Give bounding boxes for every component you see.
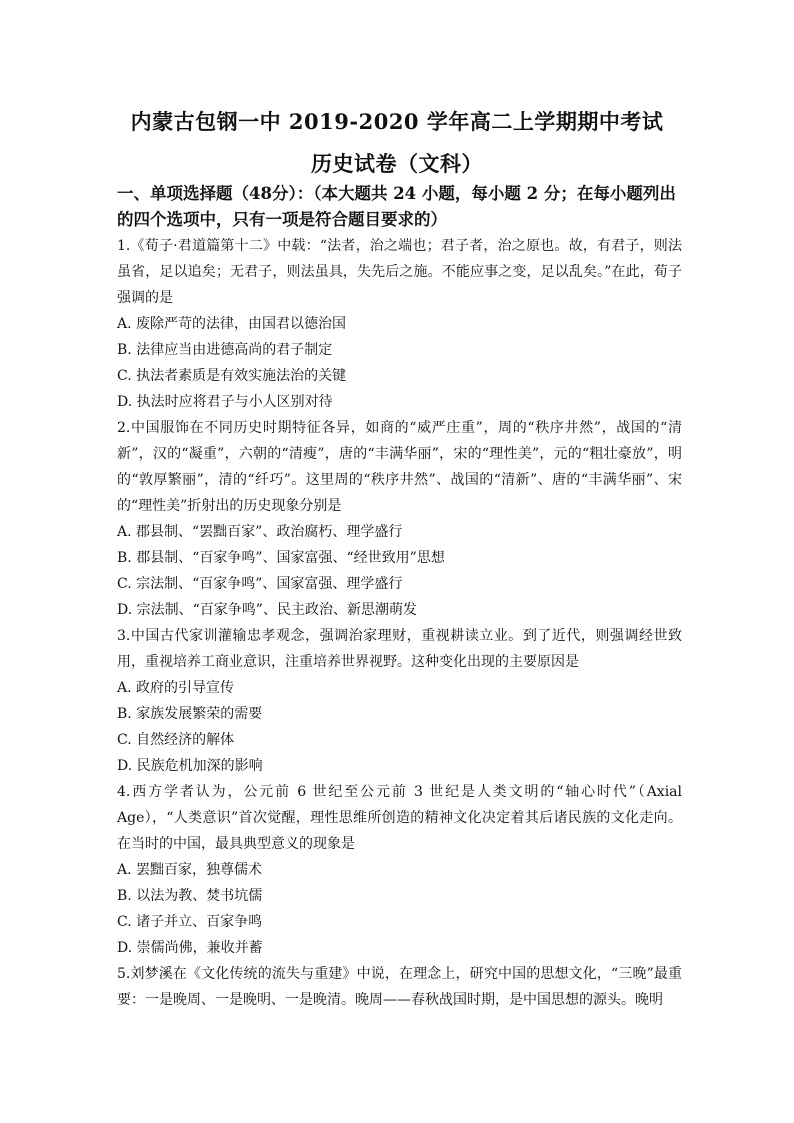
question-5-stem: 5.刘梦溪在《文化传统的流失与重建》中说，在理念上，研究中国的思想文化，“三晚”最重要：一是晚周、一是晚明、一是晚清。晚周——春秋战国时期，是中国思想的源头。晚明 [117,966,682,1008]
question-4-option-b: B. 以法为教、焚书坑儒 [117,888,263,904]
question-list [117,233,682,1013]
section-heading: 一、单项选择题（48分）：（本大题共 24 小题，每小题 2 分；在每小题列出的四个选项中，只有一项是符合题目要求的） [117,184,676,229]
question-3-option-a: A. 政府的引导宣传 [117,680,235,696]
question-2-option-b: B. 郡县制、“百家争鸣”、国家富强、“经世致用”思想 [117,550,445,566]
question-3-option-c: C. 自然经济的解体 [117,732,235,748]
question-1-option-c: C. 执法者素质是有效实施法治的关键 [117,368,347,384]
question-2-stem: 2.中国服饰在不同历史时期特征各异，如商的“威严庄重”，周的“秩序井然”，战国的“清新”，汉的“凝重”，六朝的“清瘦”，唐的“丰满华丽”，宋的“理性美”，元的“粗壮豪放”，明的“敦厚繁丽”，清的“纤巧”。这里周的“秩序井然”、战国的“清新”、唐的“丰满华丽”、宋的“理性美”折射出的历史现象分别是 [117,420,682,514]
question-3-stem: 3.中国古代家训灌输忠孝观念，强调治家理财，重视耕读立业。到了近代，则强调经世致用，重视培养工商业意识，注重培养世界视野。这种变化出现的主要原因是 [117,628,682,670]
question-2-option-c: C. 宗法制、“百家争鸣”、国家富强、理学盛行 [117,576,403,592]
question-1-option-d: D. 执法时应将君子与小人区别对待 [117,394,333,410]
question-4-stem: 4.西方学者认为，公元前 6 世纪至公元前 3 世纪是人类文明的“轴心时代”（Axial Age），“人类意识”首次觉醒，理性思维所创造的精神文化决定着其后诸民族的文化走向。在当时的中国，最具典型意义的现象是 [117,784,682,852]
question-4-option-a: A. 罢黜百家，独尊儒术 [117,862,263,878]
exam-subtitle: 历史试卷（文科） [311,151,483,176]
question-2-option-a: A. 郡县制、“罢黜百家”、政治腐朽、理学盛行 [117,524,403,540]
question-1-option-b: B. 法律应当由进德高尚的君子制定 [117,342,333,358]
question-1-stem: 1.《荀子·君道篇第十二》中载：“法者，治之端也；君子者，治之原也。故，有君子，则法虽省，足以追矣；无君子，则法虽具，失先后之施。不能应事之变，足以乱矣。”在此，荀子强调的是 [117,238,682,306]
question-3-option-b: B. 家族发展繁荣的需要 [117,706,263,722]
question-4-option-c: C. 诸子并立、百家争鸣 [117,914,263,930]
exam-title: 内蒙古包钢一中 2019-2020 学年高二上学期期中考试 [130,109,664,134]
question-2-option-d: D. 宗法制、“百家争鸣”、民主政治、新思潮萌发 [117,602,417,618]
question-1-option-a: A. 废除严苛的法律，由国君以德治国 [117,316,347,332]
question-4-option-d: D. 崇儒尚佛，兼收并蓄 [117,940,263,956]
question-3-option-d: D. 民族危机加深的影响 [117,758,263,774]
